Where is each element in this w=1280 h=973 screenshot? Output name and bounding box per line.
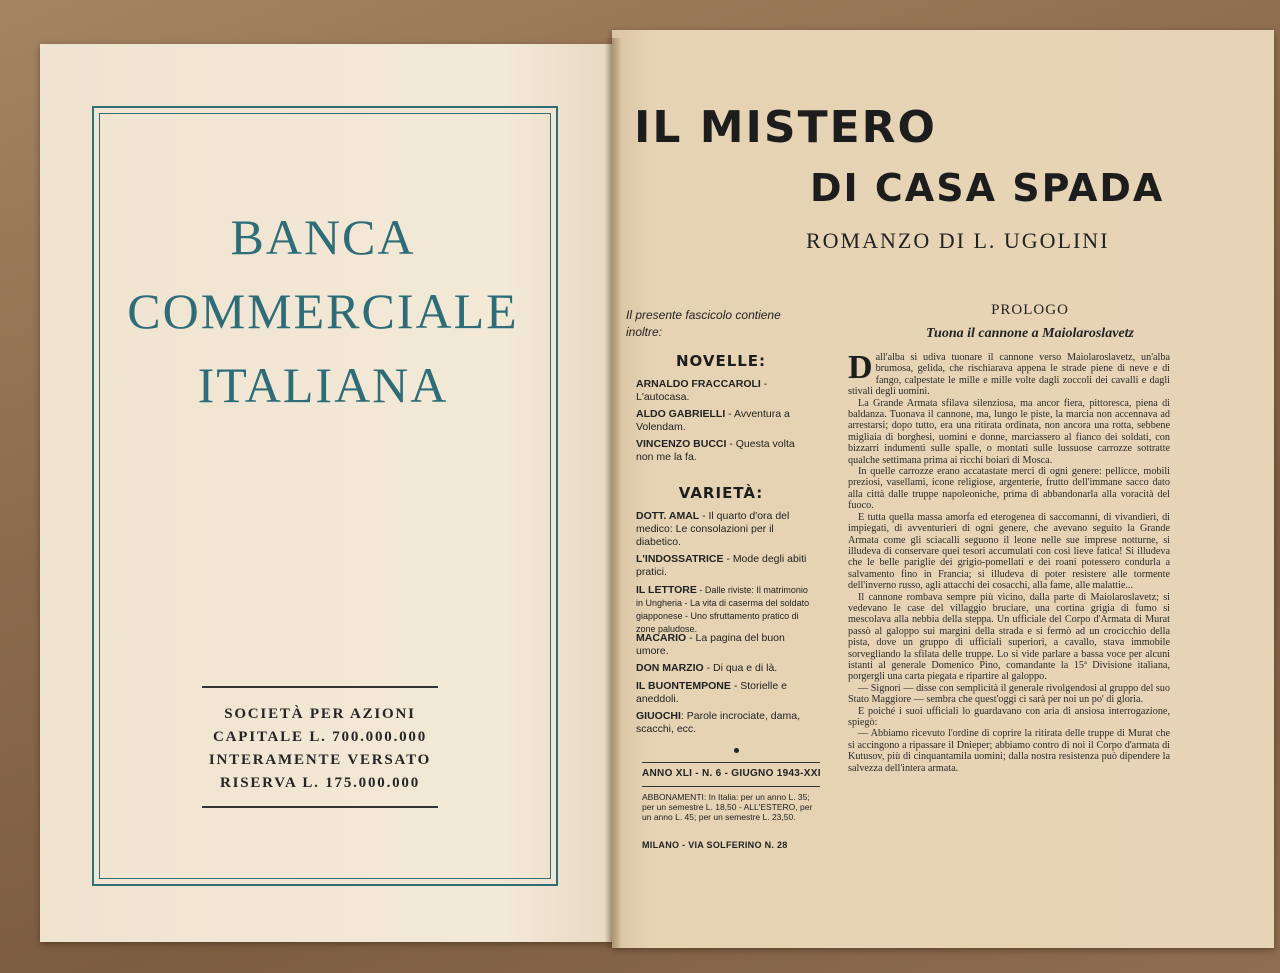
- company-info-line-1: SOCIETÀ PER AZIONI: [224, 706, 416, 722]
- toc-varieta-7: [636, 710, 814, 736]
- toc-novella-3: [636, 438, 814, 464]
- bank-name-line-2: COMMERCIALE: [127, 283, 519, 339]
- toc-varieta-2: [636, 553, 814, 579]
- prologue-body: [848, 349, 1170, 774]
- prologue-paragraph-4: E tutta quella massa amorfa ed eterogenea di saccomanni, di vivandieri, di impiegati, di avventurieri di ogni genere, che avevano seguito la Grande Armata come gli sciacalli seguono il leone nelle sue imprese notturne, si illudeva di conservare quei tesori accumulati con così lieve fatica! Si illudeva che le belle pariglie dei grigio-pomellati e dei roani potessero condurla a salvamento fino in Francia; si illudeva di poter resistere alle tormente dell'inverno russo, agli attacchi dei cosacchi, alla fame, alle malattie...: [848, 511, 1170, 592]
- toc-intro: Il presente fascicolo contiene inoltre:: [626, 308, 781, 339]
- toc-varieta-4: [636, 632, 814, 658]
- toc-separator-dot: [734, 748, 739, 753]
- toc-varieta-6: [636, 680, 814, 706]
- issue-bottom-rule: [642, 786, 820, 787]
- prologue-paragraph-1-text: all'alba si udiva tuonare il cannone verso Maiolaroslavetz, un'alba brumosa, gelida, che rischiarava appena le strade piene di neve e di fango, calpestate le mille e mille volte dagli zoccoli dei cavalli e dagli stivali degli uomini.: [848, 352, 1170, 398]
- toc-varieta-6-author: IL BUONTEMPONE: [636, 680, 731, 692]
- toc-varieta-6-text: - Storielle e aneddoli.: [636, 680, 787, 705]
- toc-novella-2-author: ALDO GABRIELLI: [636, 408, 726, 420]
- company-info-line-4: RISERVA L. 175.000.000: [219, 775, 421, 791]
- book-spine-shadow: [604, 38, 622, 948]
- prologue-subheading: Tuona il cannone a Maiolaroslavetz: [926, 326, 1134, 341]
- prologue-paragraph-7: E poiché i suoi ufficiali lo guardavano con aria di ansiosa interrogazione, spiegò:: [848, 705, 1170, 728]
- toc-varieta-4-text: - La pagina del buon umore.: [636, 632, 785, 657]
- story-title-line-2: DI CASA SPADA: [810, 166, 1165, 210]
- prologue-paragraph-5: Il cannone rombava sempre più vicino, dalla parte di Maiolaroslavetz; si vedevano le case del villaggio bruciare, una cortina grigia di fumo si mescolava alla nebbia della steppa. Un ufficiale del Corpo d'Armata di Murat passò al galoppo sui margini della strada e si fermò ad un crocicchio della pista, dove un gruppo di ufficiali superiori, a cavallo, stava immobile sorvegliando la sfilata delle truppe. Lo si vide parlare a bassa voce per alcuni istanti al generale Domenico Pino, comandante la 15ª Divisione italiana, porgergli una carta piegata e ripartire al galoppo.: [848, 591, 1170, 683]
- toc-varieta-5: [636, 662, 814, 675]
- toc-varieta-5-text: - Di qua e di là.: [703, 662, 778, 674]
- toc-varieta-3: [636, 584, 814, 636]
- prologue-paragraph-6: — Signori — disse con semplicità il generale rivolgendosi al gruppo del suo Stato Maggiore — sembra che quest'oggi ci sarà per noi un po' di gloria.: [848, 682, 1170, 706]
- toc-novella-1: [636, 378, 814, 404]
- toc-varieta-3-author: IL LETTORE: [636, 584, 697, 596]
- toc-varieta-3-text: - Dalle riviste: Il matrimonio in Ungheria - La vita di caserma del soldato giapponese - Uno sfruttamento pratico di zone paludose.: [636, 585, 810, 634]
- company-info-top-rule: [202, 686, 438, 688]
- prologue-paragraph-2: La Grande Armata sfilava silenziosa, ma ancor fiera, pittoresca, piena di baldanza. Tuonava il cannone, ma, lungo le piste, la marcia non accennava ad arrestarsi; dopo tutto, era una ritirata ordinata, non ancora una rotta, sebbene migliaia di borghesi, uomini e donne, marciassero al fianco dei soldati, con bizzarri indumenti sulle spalle, o montati sulle lussuose carrozze sottratte qualche settimana prima ai ricchi boiari di Mosca.: [848, 397, 1170, 466]
- publisher-address: MILANO - VIA SOLFERINO N. 28: [642, 840, 788, 850]
- toc-novelle-heading: NOVELLE:: [675, 352, 767, 370]
- prologue-paragraph-1: [848, 349, 1170, 398]
- toc-novella-1-author: ARNALDO FRACCAROLI: [636, 378, 761, 390]
- toc-varieta-1-text: - Il quarto d'ora del medico: Le consolazioni per il diabetico.: [636, 510, 790, 548]
- toc-varieta-5-author: DON MARZIO: [636, 662, 704, 674]
- bank-name-line-1: BANCA: [230, 209, 416, 265]
- toc-varieta-2-author: L'INDOSSATRICE: [636, 553, 724, 565]
- prologue-paragraph-3: In quelle carrozze erano accatastate merci di ogni genere: pellicce, mobili preziosi, vasellami, icone religiose, argenterie, frutto dell'immane sacco dato alla città dalle truppe napoleoniche, prima di abbandonarla alla voracità del fuoco.: [848, 466, 1170, 512]
- toc-varieta-7-author: GIUOCHI: [636, 710, 681, 722]
- toc-varieta-heading: VARIETÀ:: [678, 484, 764, 502]
- company-info-line-2: CAPITALE L. 700.000.000: [212, 729, 428, 745]
- toc-varieta-2-text: - Mode degli abiti pratici.: [636, 553, 807, 578]
- toc-varieta-1-author: DOTT. AMAL: [636, 510, 700, 522]
- prologue-paragraph-8: — Abbiamo ricevuto l'ordine di coprire la ritirata delle truppe di Murat che si accingono a ripassare il Dnieper; abbiamo contro di noi il Corpo d'armata di Kutusov, più di cinquantamila uomini; dalla nostra resistenza può dipendere la salvezza dell'intera armata.: [848, 728, 1170, 774]
- toc-novella-3-author: VINCENZO BUCCI: [636, 438, 727, 450]
- toc-varieta-1: [636, 510, 814, 549]
- company-info-line-3: INTERAMENTE VERSATO: [208, 752, 432, 768]
- issue-info: ANNO XLI - N. 6 - GIUGNO 1943-XXI: [642, 768, 821, 779]
- toc-novella-1-text: - L'autocasa.: [636, 378, 768, 403]
- toc-varieta-4-author: MACARIO: [636, 632, 687, 644]
- company-info-bottom-rule: [202, 806, 438, 808]
- toc-novella-3-text: - Questa volta non me la fa.: [636, 438, 795, 463]
- story-title-line-1: IL MISTERO: [634, 102, 937, 153]
- subscription-info: ABBONAMENTI: In Italia: per un anno L. 35; per un semestre L. 18,50 - ALL'ESTERO, per un anno L. 45; per un semestre L. 23,50.: [642, 792, 813, 822]
- drop-cap-letter: D: [848, 349, 873, 386]
- story-byline: ROMANZO DI L. UGOLINI: [806, 228, 1110, 253]
- issue-top-rule: [642, 762, 820, 763]
- toc-novella-2-text: - Avventura a Volendam.: [636, 408, 790, 433]
- bank-name-line-3: ITALIANA: [197, 357, 449, 413]
- toc-varieta-7-text: : Parole incrociate, dama, scacchi, ecc.: [636, 710, 800, 735]
- toc-novella-2: [636, 408, 814, 434]
- prologue-heading: PROLOGO: [991, 302, 1069, 318]
